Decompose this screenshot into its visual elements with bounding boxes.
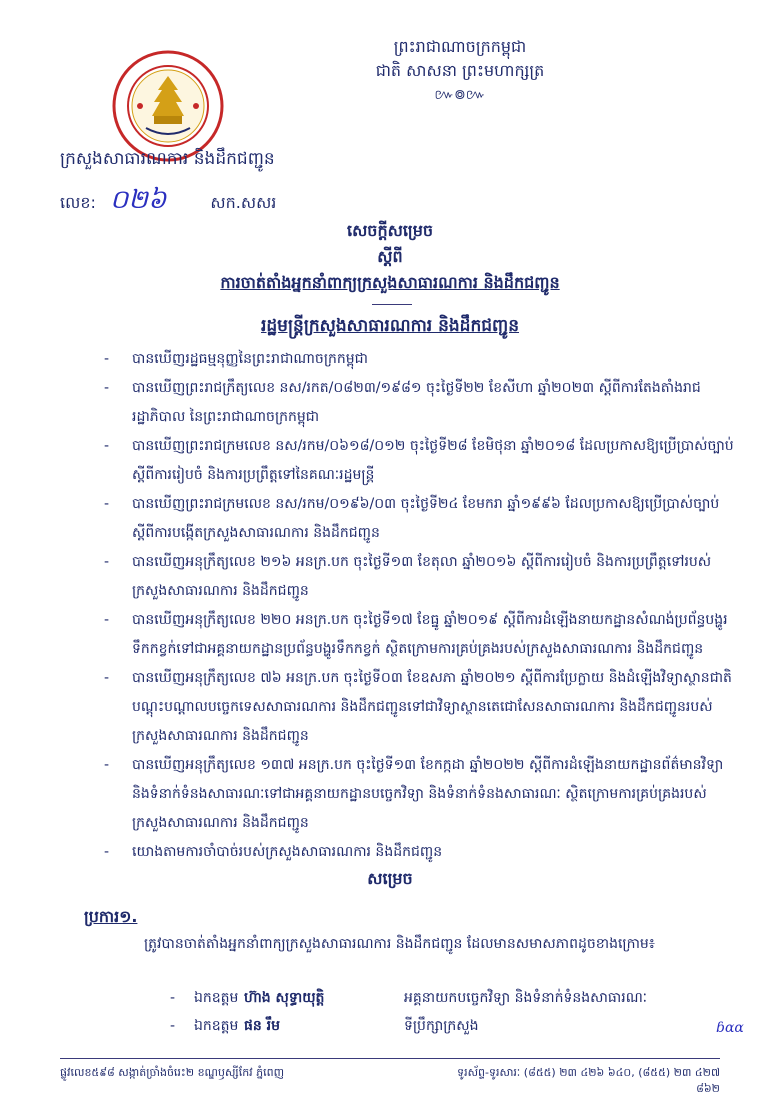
official-title: ឯកឧត្តម bbox=[194, 1017, 239, 1034]
title-divider bbox=[372, 304, 412, 305]
consideration-item: - បានឃើញអនុក្រឹត្យលេខ ១៣៧ អនក្រ.បក ចុះថ្ងៃទី១៣ ខែកក្កដា ឆ្នាំ២០២២ ស្តីពីការដំឡើងនាយកដ្ឋានព័ត៌មានវិទ្យា និងទំនាក់ទំនងសាធារណៈទៅជាអគ្គនាយកដ្ឋានបច្ចេកវិទ្យា និងទំនាក់ទំនងសាធារណៈ ស្ថិតក្រោមការគ្រប់គ្រងរបស់ក្រសួងសាធារណការ និងដឹកជញ្ជូន bbox=[104, 757, 724, 831]
ministry-seal-logo bbox=[112, 50, 224, 162]
national-motto: ជាតិ សាសនា ព្រះមហាក្សត្រ bbox=[375, 61, 545, 80]
considerations-list bbox=[90, 345, 740, 867]
consideration-item: - បានឃើញអនុក្រឹត្យលេខ ២២០ អនក្រ.បក ចុះថ្ងៃទី១៧ ខែធ្នូ ឆ្នាំ២០១៩ ស្តីពីការដំឡើងនាយកដ្ឋានសំណង់ប្រព័ន្ធបង្ហូរទឹកកខ្វក់ទៅជាអគ្គនាយកដ្ឋានប្រព័ន្ធបង្ហូរទឹកកខ្វក់ ស្ថិតក្រោមការគ្រប់គ្រងរបស់ក្រសួងសាធារណការ និងដឹកជញ្ជូន bbox=[104, 612, 728, 657]
official-name: ផន រឹម bbox=[244, 1017, 280, 1034]
official-title: ឯកឧត្តម bbox=[194, 989, 239, 1006]
official-role: ទីប្រឹក្សាក្រសួង bbox=[404, 1017, 479, 1034]
ref-suffix: សក.សសរ bbox=[210, 193, 277, 212]
kingdom-header bbox=[300, 36, 620, 106]
consideration-item: - បានឃើញរដ្ឋធម្មនុញ្ញនៃព្រះរាជាណាចក្រកម្ពុជា bbox=[104, 351, 368, 367]
official-row: - ឯកឧត្តម ផន រឹម ទីប្រឹក្សាក្រសួង bbox=[170, 1012, 647, 1040]
article-1-heading: ប្រការ១. bbox=[84, 907, 138, 926]
ref-number: ០២៦ bbox=[109, 185, 167, 215]
ministry-name: ក្រសួងសាធារណការ និងដឹកជញ្ជូន bbox=[60, 149, 275, 169]
consideration-item: - បានឃើញអនុក្រឹត្យលេខ ២១៦ អនក្រ.បក ចុះថ្ងៃទី១៣ ខែតុលា ឆ្នាំ២០១៦ ស្តីពីការរៀបចំ និងការប្រព្រឹត្តទៅរបស់ក្រសួងសាធារណការ និងដឹកជញ្ជូន bbox=[104, 554, 712, 599]
consideration-item: - បានឃើញព្រះរាជក្រមលេខ នស/រកម/០៦១៨/០១២ ចុះថ្ងៃទី២៨ ខែមិថុនា ឆ្នាំ២០១៨ ដែលប្រកាសឱ្យប្រើប្រាស់ច្បាប់ស្តីពីការរៀបចំ និងការប្រព្រឹត្តទៅនៃគណៈរដ្ឋមន្ត្រី bbox=[104, 438, 734, 483]
title-line-3: ការចាត់តាំងអ្នកនាំពាក្យក្រសួងសាធារណការ និងដឹកជញ្ជូន bbox=[220, 273, 560, 292]
reference-row bbox=[60, 183, 276, 221]
official-role: អគ្គនាយកបច្ចេកវិទ្យា និងទំនាក់ទំនងសាធារណៈ bbox=[404, 989, 648, 1006]
article-1-body: ត្រូវបានចាត់តាំងអ្នកនាំពាក្យក្រសួងសាធារណការ និងដឹកជញ្ជូន ដែលមានសមាសភាពដូចខាងក្រោម៖ bbox=[144, 936, 655, 952]
ref-label: លេខ: bbox=[60, 193, 96, 212]
footer-phone: ទូរស័ព្ទ-ទូរសារៈ (៨៥៥) ២៣ ៤២៦ ៦៤០, (៨៥៥) ២៣ ៤២៧ ៨៦២ bbox=[457, 1066, 720, 1095]
footer-address: ផ្លូវលេខ៥៩៨ សង្កាត់ច្រាំងចំរេះ២ ខណ្ឌឫស្សីកែវ ភ្នំពេញ bbox=[60, 1066, 285, 1079]
document-title bbox=[0, 218, 780, 296]
official-row: - ឯកឧត្តម ហ៊ាង សុទ្ធាយុត្តិ អគ្គនាយកបច្ចេកវិទ្យា និងទំនាក់ទំនងសាធារណៈ bbox=[170, 984, 647, 1012]
handwritten-initials: ɓɑɑ bbox=[716, 1020, 744, 1036]
kingdom-name: ព្រះរាជាណាចក្រកម្ពុជា bbox=[393, 37, 527, 56]
minister-title: រដ្ឋមន្ត្រីក្រសួងសាធារណការ និងដឹកជញ្ជូន bbox=[260, 316, 519, 336]
title-line-2: ស្តីពី bbox=[377, 247, 403, 266]
consideration-item: - បានឃើញអនុក្រឹត្យលេខ ៧៦ អនក្រ.បក ចុះថ្ងៃទី០៣ ខែឧសភា ឆ្នាំ២០២១ ស្តីពីការប្រែក្លាយ និងដំឡើងវិទ្យាស្ថានជាតិបណ្តុះបណ្តាលបច្ចេកទេសសាធារណការ និងដឹកជញ្ជូនទៅជាវិទ្យាស្ថានតេជោសែនសាធារណការ និងដឹកជញ្ជូនរបស់ក្រសួងសាធារណការ និងដឹកជញ្ជូន bbox=[104, 670, 732, 744]
footer-divider bbox=[60, 1058, 720, 1059]
consideration-item: - យោងតាមការចាំបាច់របស់ក្រសួងសាធារណការ និងដឹកជញ្ជូន bbox=[104, 844, 443, 860]
official-name: ហ៊ាង សុទ្ធាយុត្តិ bbox=[244, 989, 325, 1006]
ornament: ៚៙៚ bbox=[434, 87, 486, 103]
consideration-item: - បានឃើញព្រះរាជក្រឹត្យលេខ នស/រកត/០៨២៣/១៩៨១ ចុះថ្ងៃទី២២ ខែសីហា ឆ្នាំ២០២៣ ស្តីពីការតែងតាំងរាជរដ្ឋាភិបាល នៃព្រះរាជាណាចក្រកម្ពុជា bbox=[104, 380, 701, 425]
consideration-item: - បានឃើញព្រះរាជក្រមលេខ នស/រកម/០១៩៦/០៣ ចុះថ្ងៃទី២៤ ខែមករា ឆ្នាំ១៩៩៦ ដែលប្រកាសឱ្យប្រើប្រាស់ច្បាប់ស្តីពីការបង្កើតក្រសួងសាធារណការ និងដឹកជញ្ជូន bbox=[104, 496, 720, 541]
title-line-1: សេចក្តីសម្រេច bbox=[346, 221, 433, 240]
officials-list bbox=[170, 984, 647, 1040]
decision-heading: សម្រេច bbox=[367, 869, 413, 888]
